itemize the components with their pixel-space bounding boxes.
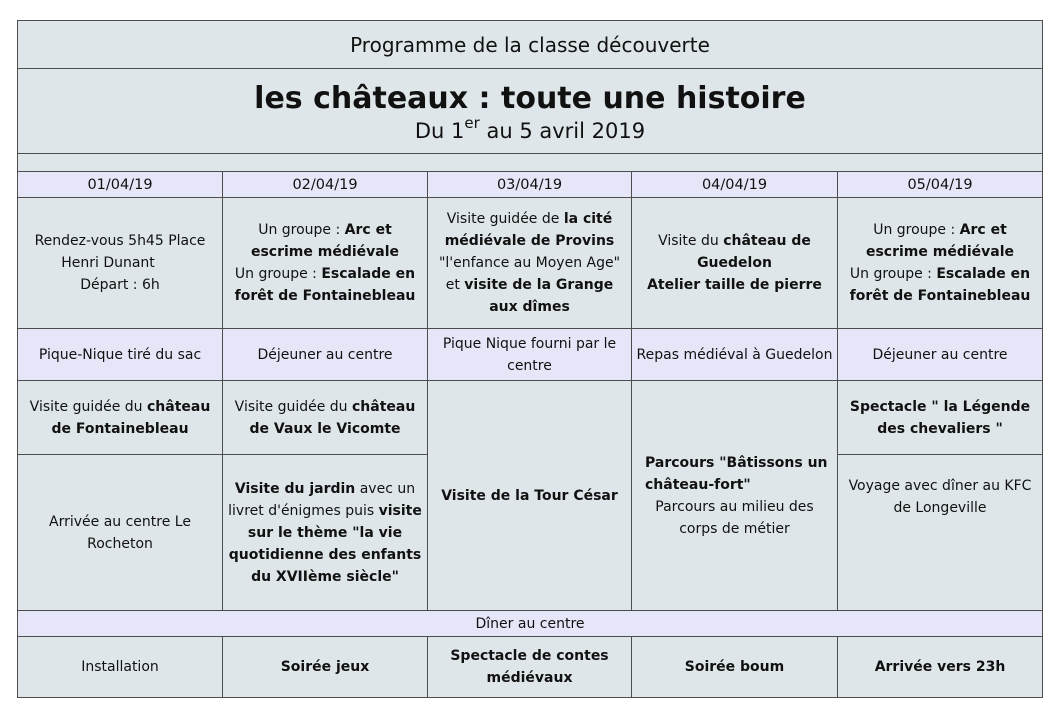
group-label: Un groupe : (849, 266, 937, 282)
day-header-3 (428, 172, 632, 198)
group-label: Un groupe : (873, 222, 960, 238)
group-activity: Escalade en forêt de Fontainebleau (234, 266, 416, 304)
date-range-sup: er (464, 114, 480, 132)
morning-line: Rendez-vous 5h45 Place (34, 233, 206, 249)
group-activity: Escalade en forêt de Fontainebleau (849, 266, 1031, 304)
evening-text: Soirée boum (684, 659, 785, 675)
title-block (17, 69, 1043, 154)
morning-line: "l'enfance au Moyen Age" (438, 255, 621, 271)
day-label: 04/04/19 (701, 176, 768, 193)
text: Arrivée au centre Le Rocheton (49, 513, 191, 552)
lunch-day-1 (17, 329, 223, 381)
page-title: les châteaux : toute une histoire (254, 81, 806, 116)
program-heading-text: Programme de la classe découverte (350, 32, 710, 57)
day-label: 03/04/19 (496, 176, 563, 193)
text: avec un livret d'énigmes puis (228, 480, 416, 519)
evening-day-3 (428, 637, 632, 698)
text-bold: château de Fontainebleau (51, 398, 211, 437)
evening-text: Installation (81, 659, 159, 675)
morning-line: Atelier taille de pierre (647, 277, 822, 293)
day-label: 02/04/19 (292, 176, 358, 193)
text-bold: château de Guedelon (697, 233, 811, 271)
morning-day-1 (17, 198, 223, 329)
date-range-prefix: Du 1 (414, 119, 465, 143)
evening-day-5 (838, 637, 1043, 698)
text: Visite guidée du (29, 398, 147, 415)
text: Visite guidée de (446, 211, 564, 227)
morning-line: Départ : 6h (80, 277, 160, 293)
afternoon-day-3 (428, 381, 632, 611)
lunch-text: Pique-Nique tiré du sac (38, 346, 202, 363)
morning-group-a (841, 219, 1039, 263)
day-label: 01/04/19 (87, 176, 153, 193)
morning-day-4 (632, 198, 838, 329)
lunch-text: Pique Nique fourni par le centre (442, 335, 617, 374)
evening-day-1 (17, 637, 223, 698)
lunch-text: Déjeuner au centre (872, 346, 1008, 363)
text-bold: Spectacle " la Légende des chevaliers " (849, 398, 1031, 437)
spacer-row (17, 154, 1043, 172)
day-header-2 (223, 172, 428, 198)
afternoon-day-4 (632, 381, 838, 611)
group-activity: Arc et escrime médiévale (865, 222, 1015, 260)
evening-text: Soirée jeux (280, 659, 370, 675)
lunch-day-5 (838, 329, 1043, 381)
group-label: Un groupe : (258, 222, 345, 238)
group-label: Un groupe : (234, 266, 322, 282)
lunch-text: Repas médiéval à Guedelon (636, 346, 833, 363)
text-bold: Visite du jardin (234, 480, 356, 497)
day-label: 05/04/19 (907, 176, 973, 193)
afternoon1-day-1 (17, 381, 223, 455)
morning-group-b (841, 263, 1039, 307)
program-sheet (17, 20, 1043, 698)
morning-line (431, 274, 628, 318)
morning-group-a (226, 219, 424, 263)
afternoon1-day-2 (223, 381, 428, 455)
text-bold: Parcours "Bâtissons un château-fort" (645, 454, 828, 493)
text-bold: visite de la Grange aux dîmes (464, 277, 614, 315)
day-header-5 (838, 172, 1043, 198)
text: Parcours au milieu des corps de métier (655, 498, 814, 537)
afternoon2-day-5 (838, 455, 1043, 611)
day-header-4 (632, 172, 838, 198)
afternoon2-day-1 (17, 455, 223, 611)
text: Voyage avec dîner au KFC de Longeville (848, 478, 1032, 516)
evening-day-4 (632, 637, 838, 698)
morning-line (635, 230, 834, 274)
text-bold: visite sur le thème "la vie quotidienne des enfants du XVIIème siècle" (228, 502, 422, 585)
lunch-text: Déjeuner au centre (257, 346, 393, 363)
morning-day-3 (428, 198, 632, 329)
afternoon2-day-2 (223, 455, 428, 611)
evening-day-2 (223, 637, 428, 698)
text: Visite du (658, 233, 724, 249)
morning-line (431, 208, 628, 252)
lunch-day-3 (428, 329, 632, 381)
lunch-day-2 (223, 329, 428, 381)
text-bold: Visite de la Tour César (441, 487, 618, 504)
lunch-day-4 (632, 329, 838, 381)
text-bold: château de Vaux le Vicomte (249, 398, 416, 437)
day-header-1 (17, 172, 223, 198)
evening-text: Spectacle de contes médiévaux (450, 648, 609, 686)
dinner-row (17, 611, 1043, 637)
text-bold: la cité médiévale de Provins (444, 211, 615, 249)
dinner-text: Dîner au centre (475, 615, 585, 632)
morning-day-5 (838, 198, 1043, 329)
evening-text: Arrivée vers 23h (874, 659, 1006, 675)
text: Visite guidée du (234, 398, 352, 415)
morning-group-b (226, 263, 424, 307)
program-heading (17, 20, 1043, 69)
text: et (445, 277, 465, 293)
date-range-suffix: au 5 avril 2019 (479, 119, 646, 143)
group-activity: Arc et escrime médiévale (250, 222, 400, 260)
morning-line: Henri Dunant (61, 255, 155, 271)
morning-day-2 (223, 198, 428, 329)
afternoon1-day-5 (838, 381, 1043, 455)
date-range (414, 114, 646, 145)
